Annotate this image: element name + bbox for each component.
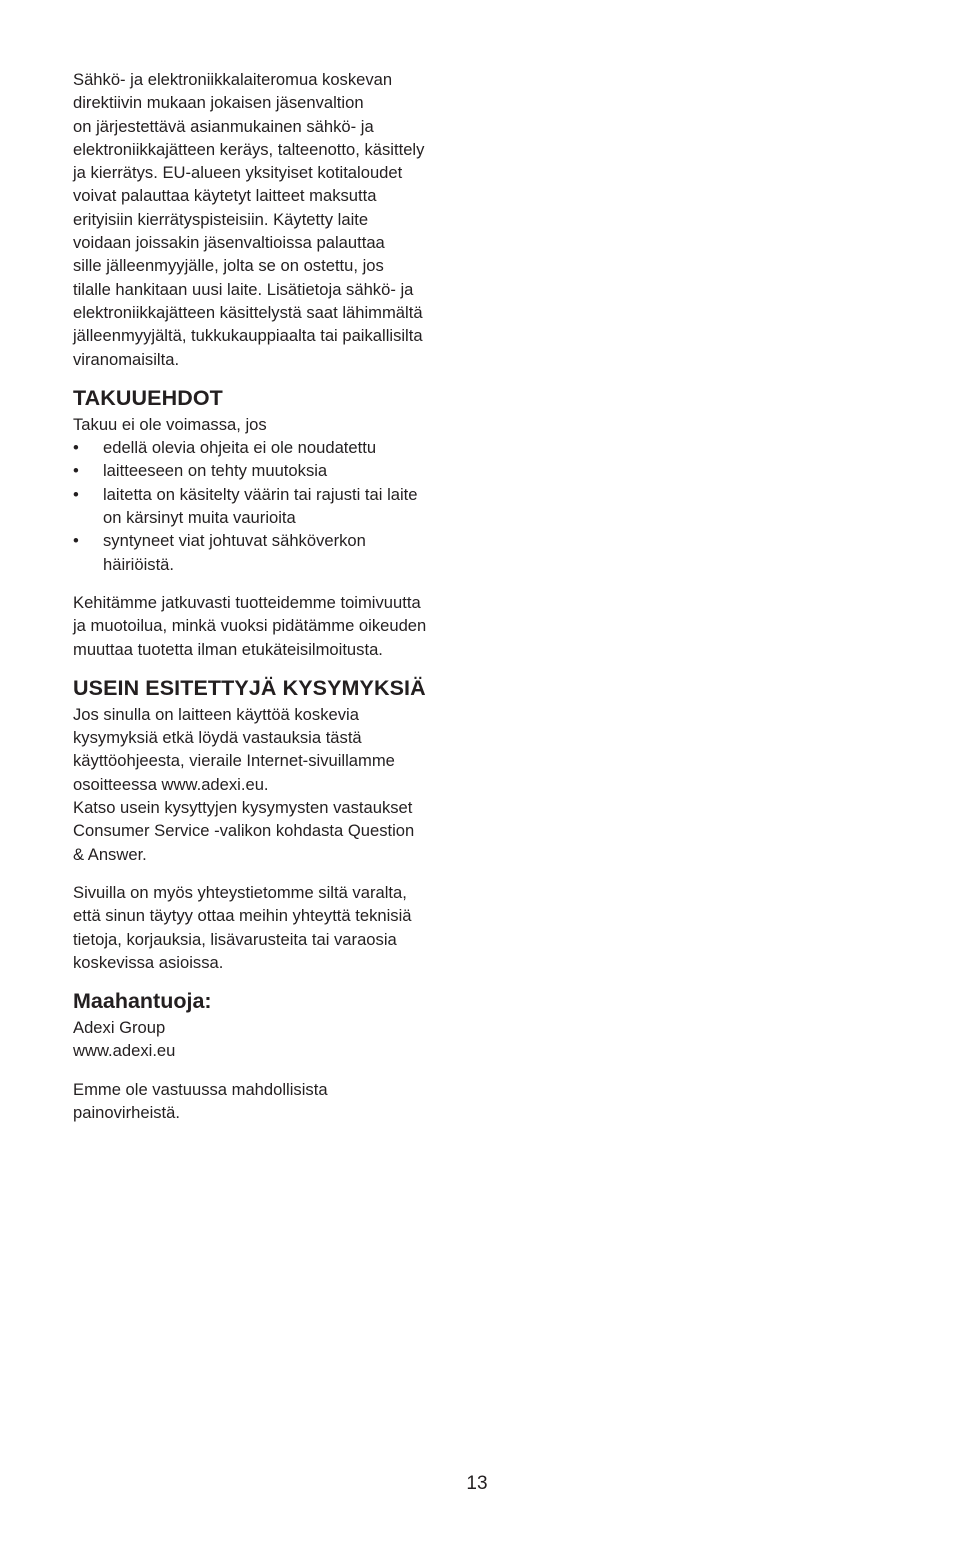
bullet-icon: • xyxy=(73,484,79,504)
bullet-icon: • xyxy=(73,461,79,481)
importer-name: Adexi Group xyxy=(73,1018,166,1038)
list-item: • laitteeseen on tehty muutoksia xyxy=(73,459,473,482)
importer-details xyxy=(73,1016,473,1063)
list-item: • laitetta on käsitelty väärin tai rajusti tai laite on kärsinyt muita vaurioita xyxy=(73,484,418,528)
faq-heading: USEIN ESITETTYJÄ KYSYMYKSIÄ xyxy=(73,675,426,700)
faq-paragraph: Jos sinulla on laitteen käyttöä koskevia kysymyksiä etkä löydä vastauksia tästä käyttöohjeesta, vieraile Internet-sivuillamme osoitteessa www.adexi.eu. Katso usein kysyttyjen kysymysten vastaukset Consumer Service -valikon kohdasta Question & Answer. xyxy=(73,704,415,864)
contact-paragraph: Sivuilla on myös yhteystietomme siltä varalta, että sinun täytyy ottaa meihin yhteyttä teknisiä tietoja, korjauksia, lisävarusteita tai varaosia koskevissa asioissa. xyxy=(73,882,412,972)
bullet-icon: • xyxy=(73,438,79,458)
warranty-heading: TAKUUEHDOT xyxy=(73,385,223,410)
list-item: • syntyneet viat johtuvat sähköverkon häiriöistä. xyxy=(73,531,366,574)
spacer xyxy=(73,866,473,881)
disclaimer-paragraph: Emme ole vastuussa mahdollisista painovirheistä. xyxy=(73,1079,328,1122)
warranty-exclusions-list xyxy=(73,436,473,576)
spacer xyxy=(73,576,473,591)
importer-website: www.adexi.eu xyxy=(73,1041,176,1061)
page-number: 13 xyxy=(466,1473,488,1494)
importer-heading: Maahantuoja: xyxy=(73,989,212,1014)
development-paragraph: Kehitämme jatkuvasti tuotteidemme toimivuutta ja muotoilua, minkä vuoksi pidätämme oikeuden muuttaa tuotetta ilman etukäteisilmoitusta. xyxy=(73,592,427,659)
disposal-paragraph: Sähkö- ja elektroniikkalaiteromua koskevan direktiivin mukaan jokaisen jäsenvaltion on järjestettävä asianmukainen sähkö- ja elektroniikkajätteen keräys, talteenotto, käsittely ja kierrätys. EU-alueen yksityiset kotitaloudet voivat palauttaa käytetyt laitteet maksutta erityisiin kierrätyspisteisiin. Käytetty laite voidaan joissakin jäsenvaltioissa palauttaa sille jälleenmyyjälle, jolta se on ostettu, jos tilalle hankitaan uusi laite. Lisätietoja sähkö- ja elektroniikkajätteen käsittelystä saat lähimmältä jälleenmyyjältä, tukkukauppiaalta tai paikallisilta viranomaisilta. xyxy=(73,70,425,369)
page-content xyxy=(73,68,473,1124)
bullet-icon: • xyxy=(73,531,79,551)
list-item: • edellä olevia ohjeita ei ole noudatettu xyxy=(73,436,473,459)
warranty-intro: Takuu ei ole voimassa, jos xyxy=(73,414,267,434)
spacer xyxy=(73,1063,473,1078)
